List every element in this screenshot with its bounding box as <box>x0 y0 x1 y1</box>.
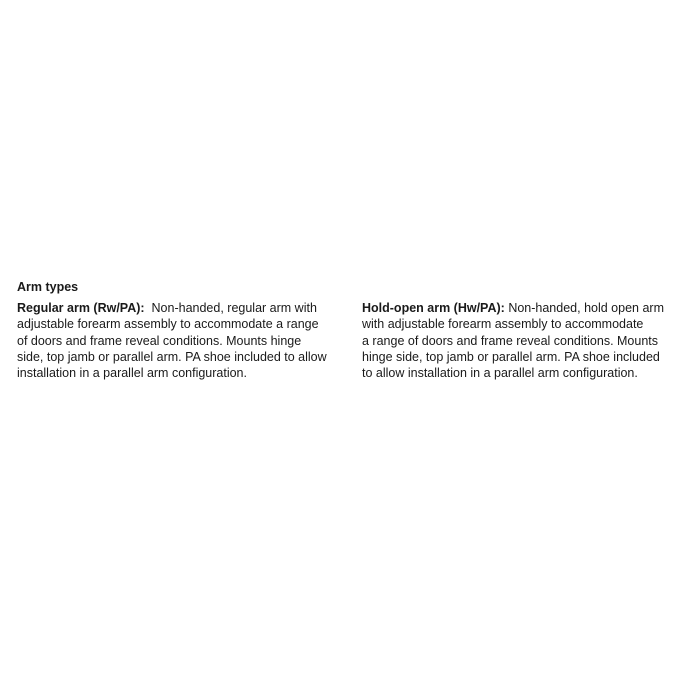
regular-arm-line-5: installation in a parallel arm configuration. <box>17 366 247 381</box>
hold-open-arm-text-1: Non-handed, hold open arm <box>508 301 664 315</box>
section-heading: Arm types <box>17 280 79 294</box>
regular-arm-line-4: side, top jamb or parallel arm. PA shoe included to allow <box>17 349 327 364</box>
hold-open-arm-line-1 <box>362 300 687 316</box>
regular-arm-description <box>17 300 342 381</box>
regular-arm-line-1 <box>17 300 342 316</box>
regular-arm-term: Regular arm (Rw/PA): <box>17 301 145 315</box>
hold-open-arm-line-4: hinge side, top jamb or parallel arm. PA shoe included <box>362 349 660 364</box>
hold-open-arm-line-2: with adjustable forearm assembly to accommodate <box>362 317 644 332</box>
hold-open-arm-line-3: a range of doors and frame reveal conditions. Mounts <box>362 333 659 348</box>
regular-arm-text-1: Non-handed, regular arm with <box>151 301 317 315</box>
regular-arm-line-2: adjustable forearm assembly to accommodate a range <box>17 317 319 332</box>
hold-open-arm-term: Hold-open arm (Hw/PA): <box>362 301 505 315</box>
hold-open-arm-line-5: to allow installation in a parallel arm configuration. <box>362 366 638 381</box>
regular-arm-line-3: of doors and frame reveal conditions. Mounts hinge <box>17 333 302 348</box>
hold-open-arm-description <box>362 300 687 381</box>
